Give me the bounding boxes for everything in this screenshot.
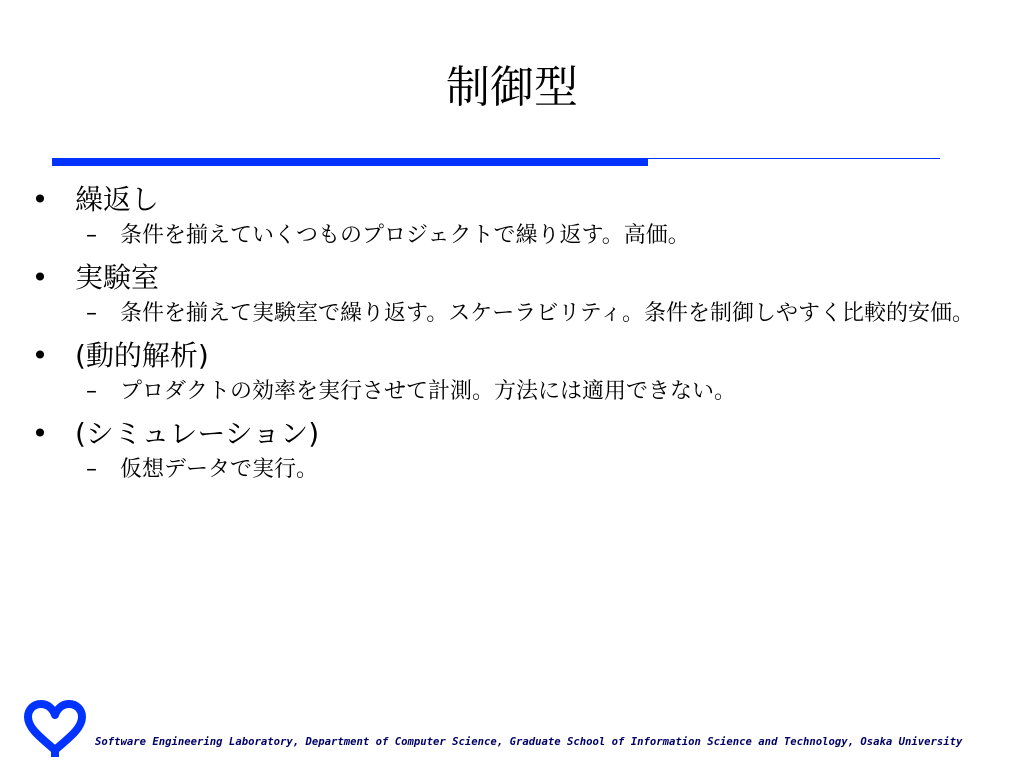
slide-title: 制御型 xyxy=(446,62,578,113)
sub-bullet-marker: – xyxy=(86,223,97,248)
bullet-marker: • xyxy=(31,417,49,450)
bullet-text: 実験室 xyxy=(75,261,160,294)
sub-item-laboratory xyxy=(30,298,990,330)
sub-bullet-marker: – xyxy=(86,301,97,326)
sub-item-repetition xyxy=(30,220,990,252)
bullet-text: (動的解析) xyxy=(75,339,209,372)
bullet-list xyxy=(30,180,990,492)
title-underline-thin xyxy=(648,158,940,159)
bullet-marker: • xyxy=(31,183,49,216)
sub-item-text: 条件を揃えていくつものプロジェクトで繰り返す。高価。 xyxy=(120,223,690,248)
bullet-marker: • xyxy=(31,261,49,294)
osaka-university-logo-icon xyxy=(24,700,86,758)
title-underline-thick xyxy=(52,158,648,166)
sub-bullet-marker: – xyxy=(86,379,97,404)
title-underline xyxy=(52,156,940,166)
sub-item-text: プロダクトの効率を実行させて計測。方法には適用できない。 xyxy=(120,379,737,404)
bullet-item-repetition xyxy=(30,180,990,220)
bullet-item-dynamic-analysis xyxy=(30,336,990,376)
sub-bullet-marker: – xyxy=(86,457,97,482)
bullet-item-laboratory xyxy=(30,258,990,298)
bullet-marker: • xyxy=(31,339,49,372)
sub-item-dynamic-analysis xyxy=(30,376,990,408)
bullet-text: (シミュレーション) xyxy=(75,417,320,450)
bullet-text: 繰返し xyxy=(75,183,160,216)
sub-item-text: 条件を揃えて実験室で繰り返す。スケーラビリティ。条件を制御しやすく比較的安価。 xyxy=(120,301,975,326)
sub-item-simulation xyxy=(30,454,990,486)
footer-affiliation: Software Engineering Laboratory, Department of Computer Science, Graduate School of Information Science and Technology, Osaka University xyxy=(95,736,963,748)
sub-item-text: 仮想データで実行。 xyxy=(120,457,319,482)
bullet-item-simulation xyxy=(30,414,990,454)
